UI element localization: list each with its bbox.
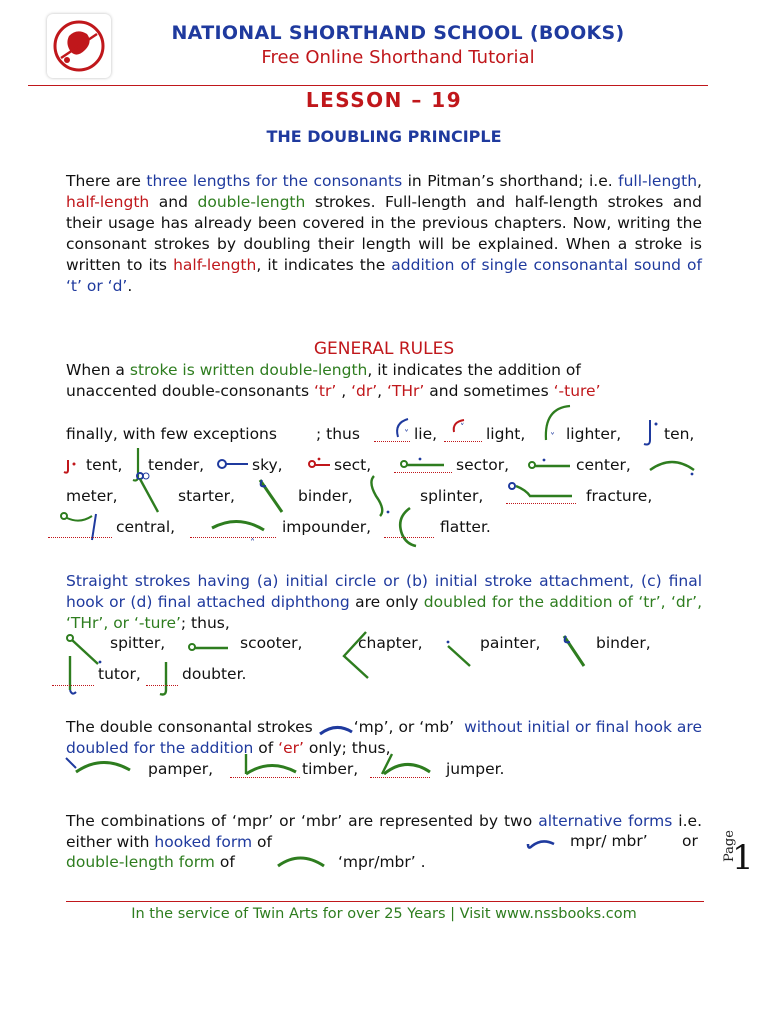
combo-double-length-line [66, 853, 235, 871]
word-ten: ten, [664, 425, 695, 443]
dotted-line [384, 537, 434, 538]
rule-highlight: ‘dr’ [351, 382, 378, 400]
shorthand-outline-impounder [208, 514, 268, 548]
intro-text: , it indicates the [256, 256, 392, 274]
combo-highlight: hooked form [154, 833, 253, 851]
dotted-line [394, 472, 452, 473]
dotted-line [48, 537, 112, 538]
word-starter: starter, [178, 487, 235, 505]
dotted-line [146, 685, 178, 686]
school-subtitle: Free Online Shorthand Tutorial [261, 47, 535, 68]
rule-highlight: ‘-ture’ [553, 382, 601, 400]
word-chapter: chapter, [358, 634, 423, 652]
word-splinter: splinter, [420, 487, 484, 505]
intro-highlight: half-length [66, 193, 150, 211]
word-binder-2: binder, [596, 634, 651, 652]
word-painter: painter, [480, 634, 541, 652]
straight-strokes-paragraph [66, 571, 702, 634]
intro-text: , [697, 172, 702, 190]
rule-text: When a [66, 361, 130, 379]
lesson-topic: THE DOUBLING PRINCIPLE [266, 127, 502, 146]
shorthand-outline-central [56, 506, 108, 544]
word-tent: tent, [86, 456, 123, 474]
combo-or: or [682, 832, 698, 850]
word-sect: sect, [334, 456, 372, 474]
shorthand-outline-center [526, 456, 574, 474]
mp-text: of [253, 739, 279, 757]
shorthand-outline-binder-2 [560, 632, 592, 670]
word-impounder: impounder, [282, 518, 372, 536]
general-rule-text [66, 360, 702, 402]
intro-highlight: half-length [173, 256, 257, 274]
word-pamper: pamper, [148, 760, 214, 778]
intro-highlight: three lengths for the consonants [146, 172, 403, 190]
rule-highlight: stroke is written double-length [129, 361, 368, 379]
shorthand-outline-scooter [186, 638, 232, 654]
shorthand-outline-ten [640, 418, 662, 448]
shorthand-outline-starter [128, 470, 164, 516]
combo-text: The combinations of ‘mpr’ or ‘mbr’ are represented by two [66, 812, 539, 830]
intro-text: strokes. Full-length and half-length strokes and their usage has already been covered in the previous chapters. Now, writing the consonant strokes by doubling their length will be explained. When a stroke is written to its [66, 193, 702, 274]
footer-text: In the service of Twin Arts for over 25 Years | Visit www.nssbooks.com [131, 906, 637, 922]
shorthand-outline-fracture [506, 480, 576, 504]
combo-text: i.e. either with [66, 812, 702, 851]
mpr-mbr-label: mpr/ mbr’ [570, 832, 648, 850]
school-title: NATIONAL SHORTHAND SCHOOL (BOOKS) [171, 22, 625, 44]
mp-highlight: ‘er’ [278, 739, 304, 757]
straight-highlight: doubled for the addition of ‘tr’, ‘dr’, ‘THr’, or ‘-ture’ [66, 593, 702, 632]
mpr-mbr-label-2: ‘mpr/mbr’ . [338, 853, 426, 871]
word-lighter: lighter, [566, 425, 622, 443]
word-scooter: scooter, [240, 634, 303, 652]
mp-text: The double consonantal strokes [66, 718, 318, 736]
shorthand-outline-pamper [62, 754, 134, 780]
shorthand-outline-doubter [156, 660, 178, 698]
word-sky: sky, [252, 456, 283, 474]
word-tender: tender, [148, 456, 205, 474]
shorthand-outline-mpr-hooked [524, 836, 558, 854]
shorthand-outline-binder [256, 476, 290, 516]
shorthand-outline-light [446, 416, 472, 436]
page-label: Page [722, 830, 737, 862]
dotted-line [190, 537, 276, 538]
dotted-line [374, 441, 410, 442]
school-logo [47, 14, 111, 78]
svg-text:˅: ˅ [550, 432, 555, 443]
rule-text: , [377, 382, 387, 400]
word-central: central, [116, 518, 176, 536]
word-timber: timber, [302, 760, 359, 778]
lesson-number: LESSON – 19 [305, 88, 463, 112]
intro-highlight: double-length [197, 193, 306, 211]
word-tutor: tutor, [98, 665, 141, 683]
dotted-line [444, 441, 482, 442]
word-meter: meter, [66, 487, 118, 505]
shorthand-outline-meter [648, 456, 698, 478]
word-spitter: spitter, [110, 634, 166, 652]
word-center: center, [576, 456, 631, 474]
combo-highlight: double-length form [66, 853, 215, 871]
rule-text: , [336, 382, 352, 400]
word-sector: sector, [456, 456, 509, 474]
mp-highlight: without initial or final hook are doubled for the addition [66, 718, 702, 757]
header-divider [28, 85, 708, 86]
shorthand-outline-painter [442, 636, 476, 670]
rule-exceptions: finally, with few exceptions [66, 425, 277, 443]
svg-text:˅: ˅ [404, 429, 409, 440]
svg-text:˅: ˅ [460, 423, 465, 433]
intro-highlight: full-length [618, 172, 698, 190]
mp-text: only; thus, [303, 739, 391, 757]
footer-divider [66, 901, 704, 902]
intro-paragraph [66, 171, 702, 297]
intro-text: and [149, 193, 198, 211]
rule-text: unaccented double-consonants [66, 382, 314, 400]
shorthand-outline-timber [240, 752, 300, 780]
mp-text: ‘mp’, or ‘mb’ [353, 718, 455, 736]
shorthand-outline-tent [60, 456, 80, 478]
straight-highlight: Straight strokes having (a) initial circle or (b) initial stroke attachment, (c) final hook or (d) final attached diphthong [66, 572, 702, 611]
shorthand-outline-mp [318, 722, 354, 738]
shorthand-outline-sector [398, 456, 448, 472]
rule-highlight: ‘THr’ [387, 382, 425, 400]
shorthand-outline-flatter [392, 504, 422, 550]
dotted-line [52, 685, 94, 686]
shorthand-outline-mpr-double [276, 852, 326, 870]
rule-text: and sometimes [424, 382, 554, 400]
word-flatter: flatter. [440, 518, 491, 536]
combo-text: of [252, 833, 272, 851]
shorthand-outline-tutor [60, 654, 84, 698]
general-rules-heading: GENERAL RULES [313, 339, 455, 359]
straight-text: are only [349, 593, 424, 611]
page-number: 1 [732, 838, 754, 878]
combo-text: of [214, 853, 235, 871]
dotted-line [370, 777, 430, 778]
rule-text: , it indicates the addition of [367, 361, 581, 379]
word-binder: binder, [298, 487, 353, 505]
word-jumper: jumper. [446, 760, 505, 778]
dotted-line [230, 777, 300, 778]
word-doubter: doubter. [182, 665, 247, 683]
intro-highlight: addition of single consonantal sound of ‘t’ or ‘d’ [66, 256, 702, 295]
shorthand-outline-jumper [378, 752, 434, 780]
rule-highlight: ‘tr’ [313, 382, 337, 400]
word-lie: lie, [414, 425, 438, 443]
intro-text: . [127, 277, 133, 295]
rule-text: ; thus [316, 425, 360, 443]
word-light: light, [486, 425, 526, 443]
straight-text: ; thus, [180, 614, 230, 632]
word-fracture: fracture, [586, 487, 653, 505]
intro-text: There are [66, 172, 147, 190]
svg-text:˄: ˄ [250, 538, 255, 548]
shorthand-outline-sect [306, 456, 332, 472]
combo-highlight: alternative forms [538, 812, 673, 830]
shorthand-outline-sky [216, 456, 250, 472]
intro-text: in Pitman’s shorthand; i.e. [402, 172, 619, 190]
